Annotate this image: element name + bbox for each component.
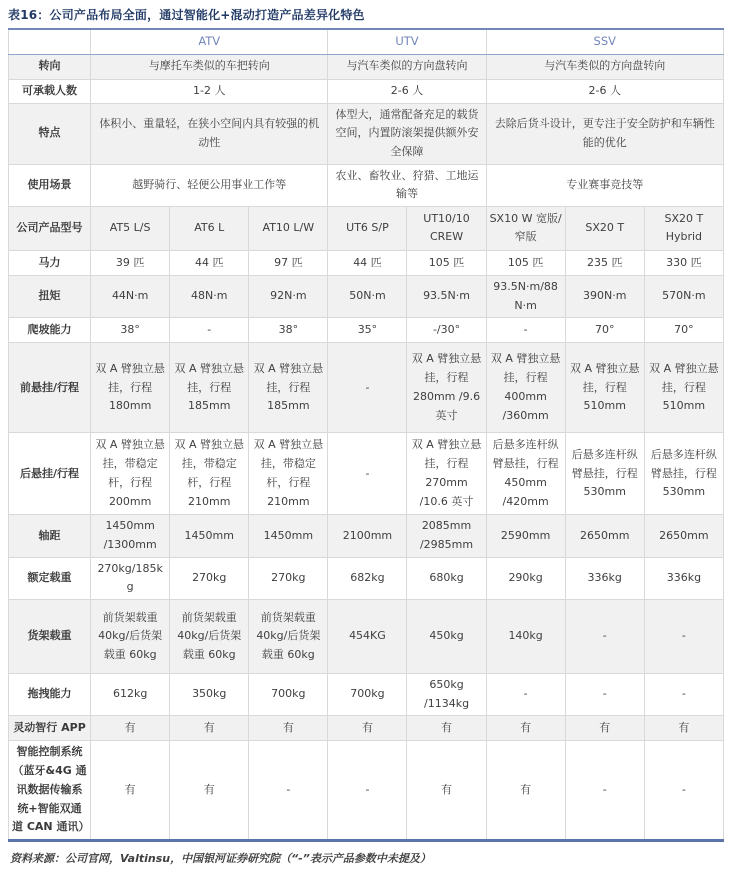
- spec-cell: -: [486, 674, 565, 716]
- spec-cell: 105 匹: [407, 250, 486, 275]
- grouped-cell: 2-6 人: [328, 79, 486, 103]
- row-label: 拖拽能力: [9, 674, 91, 716]
- spec-cell: 有: [486, 716, 565, 741]
- spec-cell: -: [644, 674, 723, 716]
- spec-cell: SX20 T Hybrid: [644, 206, 723, 250]
- row-label: 货架载重: [9, 600, 91, 674]
- spec-cell: 双 A 臂独立悬挂，行程 280mm /9.6 英寸: [407, 343, 486, 433]
- spec-cell: 有: [170, 741, 249, 840]
- spec-cell: -: [565, 741, 644, 840]
- spec-cell: 前货架载重 40kg/后货架载重 60kg: [91, 600, 170, 674]
- spec-cell: 双 A 臂独立悬挂，行程 510mm: [644, 343, 723, 433]
- spec-cell: 有: [407, 741, 486, 840]
- spec-cell: 70°: [565, 318, 644, 343]
- column-group-ssv: SSV: [486, 29, 723, 54]
- table-row: [9, 275, 724, 317]
- spec-cell: 双 A 臂独立悬挂，行程 180mm: [91, 343, 170, 433]
- spec-cell: 双 A 臂独立悬挂，行程 185mm: [249, 343, 328, 433]
- spec-cell: 330 匹: [644, 250, 723, 275]
- spec-cell: 后悬多连杆纵臂悬挂，行程 450mm /420mm: [486, 433, 565, 515]
- spec-cell: 1450mm /1300mm: [91, 515, 170, 557]
- spec-cell: 140kg: [486, 600, 565, 674]
- grouped-cell: 农业、畜牧业、狩猎、工地运输等: [328, 164, 486, 206]
- row-label: 智能控制系统（蓝牙&4G 通讯数据传输系统+智能双通道 CAN 通讯）: [9, 741, 91, 840]
- spec-cell: 700kg: [328, 674, 407, 716]
- spec-cell: 双 A 臂独立悬挂，行程 270mm /10.6 英寸: [407, 433, 486, 515]
- grouped-cell: 去除后货斗设计，更专注于安全防护和车辆性能的优化: [486, 103, 723, 164]
- table-row: [9, 164, 724, 206]
- spec-cell: 2100mm: [328, 515, 407, 557]
- spec-cell: 前货架载重 40kg/后货架载重 60kg: [249, 600, 328, 674]
- row-label: 轴距: [9, 515, 91, 557]
- grouped-cell: 1-2 人: [91, 79, 328, 103]
- spec-cell: 48N·m: [170, 275, 249, 317]
- spec-cell: UT10/10 CREW: [407, 206, 486, 250]
- spec-cell: 50N·m: [328, 275, 407, 317]
- spec-cell: 336kg: [565, 557, 644, 599]
- spec-cell: 680kg: [407, 557, 486, 599]
- product-table-body: [9, 29, 724, 840]
- table-title: 表16：公司产品布局全面，通过智能化+混动打造产品差异化特色: [8, 8, 365, 22]
- spec-cell: 有: [91, 716, 170, 741]
- spec-cell: 235 匹: [565, 250, 644, 275]
- grouped-cell: 2-6 人: [486, 79, 723, 103]
- spec-cell: 38°: [249, 318, 328, 343]
- spec-cell: 70°: [644, 318, 723, 343]
- spec-cell: 有: [170, 716, 249, 741]
- spec-cell: 1450mm: [249, 515, 328, 557]
- table-row: [9, 674, 724, 716]
- spec-cell: 97 匹: [249, 250, 328, 275]
- row-label: 公司产品型号: [9, 206, 91, 250]
- spec-cell: 682kg: [328, 557, 407, 599]
- spec-cell: 290kg: [486, 557, 565, 599]
- spec-cell: 92N·m: [249, 275, 328, 317]
- spec-cell: -: [565, 674, 644, 716]
- spec-cell: -: [249, 741, 328, 840]
- spec-cell: UT6 S/P: [328, 206, 407, 250]
- spec-cell: -: [328, 741, 407, 840]
- spec-cell: 390N·m: [565, 275, 644, 317]
- spec-cell: 270kg/185kg: [91, 557, 170, 599]
- spec-cell: 44 匹: [170, 250, 249, 275]
- spec-cell: -: [170, 318, 249, 343]
- spec-cell: SX10 W 宽版/窄版: [486, 206, 565, 250]
- spec-cell: 前货架载重 40kg/后货架载重 60kg: [170, 600, 249, 674]
- column-group-utv: UTV: [328, 29, 486, 54]
- row-label: 灵动智行 APP: [9, 716, 91, 741]
- table-row: [9, 54, 724, 79]
- spec-cell: 570N·m: [644, 275, 723, 317]
- spec-cell: 有: [91, 741, 170, 840]
- table-row: [9, 79, 724, 103]
- spec-cell: 93.5N·m: [407, 275, 486, 317]
- spec-cell: 105 匹: [486, 250, 565, 275]
- table-corner-cell: [9, 29, 91, 54]
- spec-cell: 2650mm: [644, 515, 723, 557]
- spec-cell: 1450mm: [170, 515, 249, 557]
- spec-cell: 650kg /1134kg: [407, 674, 486, 716]
- grouped-cell: 与摩托车类似的车把转向: [91, 54, 328, 79]
- grouped-cell: 与汽车类似的方向盘转向: [486, 54, 723, 79]
- table-row: [9, 433, 724, 515]
- spec-cell: -: [486, 318, 565, 343]
- grouped-cell: 越野骑行、轻便公用事业工作等: [91, 164, 328, 206]
- spec-cell: 35°: [328, 318, 407, 343]
- grouped-cell: 与汽车类似的方向盘转向: [328, 54, 486, 79]
- spec-cell: 有: [486, 741, 565, 840]
- spec-cell: SX20 T: [565, 206, 644, 250]
- spec-cell: 44 匹: [328, 250, 407, 275]
- table-row: [9, 318, 724, 343]
- spec-cell: 454KG: [328, 600, 407, 674]
- table-row: [9, 250, 724, 275]
- row-label: 转向: [9, 54, 91, 79]
- spec-cell: 350kg: [170, 674, 249, 716]
- table-row: [9, 103, 724, 164]
- grouped-cell: 体积小、重量轻，在狭小空间内具有较强的机动性: [91, 103, 328, 164]
- row-label: 可承载人数: [9, 79, 91, 103]
- spec-cell: 336kg: [644, 557, 723, 599]
- column-group-atv: ATV: [91, 29, 328, 54]
- row-label: 扭矩: [9, 275, 91, 317]
- spec-cell: 双 A 臂独立悬挂，带稳定杆，行程 210mm: [170, 433, 249, 515]
- spec-cell: AT6 L: [170, 206, 249, 250]
- spec-cell: 270kg: [170, 557, 249, 599]
- row-label: 额定载重: [9, 557, 91, 599]
- spec-cell: 44N·m: [91, 275, 170, 317]
- spec-cell: -: [328, 343, 407, 433]
- spec-cell: 双 A 臂独立悬挂，带稳定杆，行程 210mm: [249, 433, 328, 515]
- table-row: [9, 515, 724, 557]
- spec-cell: -: [565, 600, 644, 674]
- row-label: 爬坡能力: [9, 318, 91, 343]
- table-row: [9, 600, 724, 674]
- spec-cell: 39 匹: [91, 250, 170, 275]
- spec-cell: 有: [328, 716, 407, 741]
- spec-cell: 93.5N·m/88N·m: [486, 275, 565, 317]
- row-label: 特点: [9, 103, 91, 164]
- row-label: 后悬挂/行程: [9, 433, 91, 515]
- spec-cell: 有: [644, 716, 723, 741]
- row-label: 使用场景: [9, 164, 91, 206]
- table-row: [9, 29, 724, 54]
- spec-cell: 270kg: [249, 557, 328, 599]
- spec-cell: 38°: [91, 318, 170, 343]
- spec-cell: -: [644, 600, 723, 674]
- spec-cell: 450kg: [407, 600, 486, 674]
- spec-cell: -: [644, 741, 723, 840]
- spec-cell: 后悬多连杆纵臂悬挂，行程 530mm: [565, 433, 644, 515]
- spec-cell: AT5 L/S: [91, 206, 170, 250]
- spec-cell: 有: [565, 716, 644, 741]
- table-row: [9, 343, 724, 433]
- table-row: [9, 557, 724, 599]
- spec-cell: 后悬多连杆纵臂悬挂，行程 530mm: [644, 433, 723, 515]
- spec-cell: AT10 L/W: [249, 206, 328, 250]
- table-row: [9, 716, 724, 741]
- product-table: [8, 28, 724, 842]
- spec-cell: 700kg: [249, 674, 328, 716]
- spec-cell: -: [328, 433, 407, 515]
- spec-cell: 双 A 臂独立悬挂，带稳定杆，行程 200mm: [91, 433, 170, 515]
- table-row: [9, 206, 724, 250]
- spec-cell: 612kg: [91, 674, 170, 716]
- spec-cell: 2085mm /2985mm: [407, 515, 486, 557]
- spec-cell: 有: [249, 716, 328, 741]
- spec-cell: 2650mm: [565, 515, 644, 557]
- spec-cell: 2590mm: [486, 515, 565, 557]
- spec-cell: 双 A 臂独立悬挂，行程 510mm: [565, 343, 644, 433]
- spec-cell: -/30°: [407, 318, 486, 343]
- table-row: [9, 741, 724, 840]
- spec-cell: 双 A 臂独立悬挂，行程 400mm /360mm: [486, 343, 565, 433]
- row-label: 前悬挂/行程: [9, 343, 91, 433]
- grouped-cell: 体型大，通常配备充足的载货空间，内置防滚架提供额外安全保障: [328, 103, 486, 164]
- source-note: 资料来源：公司官网，Valtinsu，中国银河证券研究院（“-”表示产品参数中未提及）: [10, 851, 431, 865]
- spec-cell: 有: [407, 716, 486, 741]
- row-label: 马力: [9, 250, 91, 275]
- spec-cell: 双 A 臂独立悬挂，行程 185mm: [170, 343, 249, 433]
- grouped-cell: 专业赛事竞技等: [486, 164, 723, 206]
